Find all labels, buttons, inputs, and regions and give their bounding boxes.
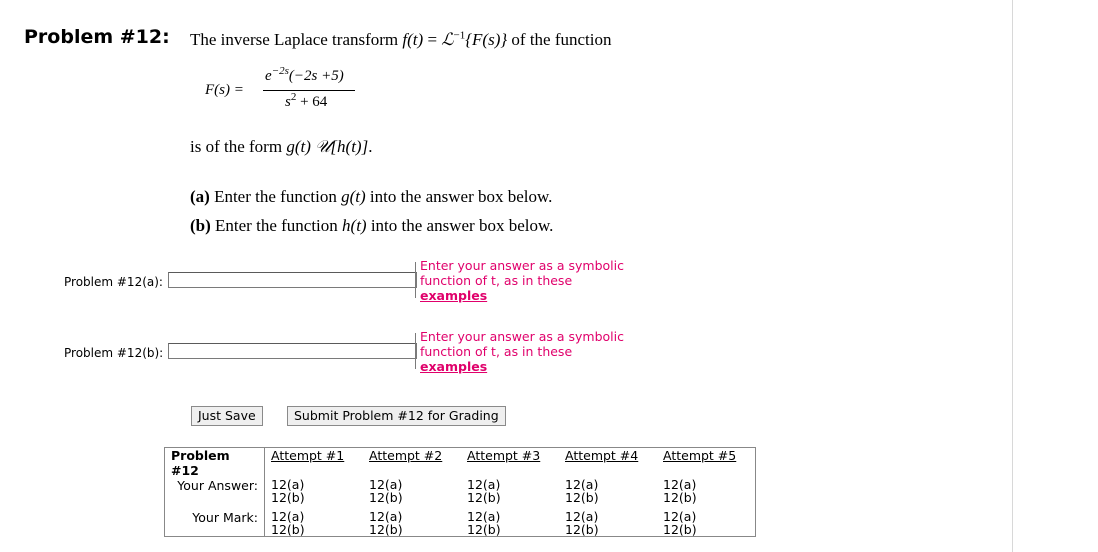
formula-denominator: $s^2 + 64$ (285, 91, 328, 110)
table-row: Your Mark: 12(a) 12(b) 12(a) 12(b) 12(a) 12(b) 12(a) 12(b) 12(a) 12(b) (165, 504, 756, 537)
divider (415, 262, 416, 298)
answer-b-hint: Enter your answer as a symbolic function of t, as in these examples (420, 329, 624, 374)
answer-a-hint: Enter your answer as a symbolic function of t, as in these examples (420, 258, 624, 303)
part-a-instruction: (a) Enter the function g(t) into the answer box below. (190, 187, 553, 206)
answer-a-input[interactable] (168, 272, 417, 288)
fraction-bar (263, 90, 355, 91)
examples-link[interactable]: examples (420, 359, 488, 374)
attempt-2-link[interactable]: Attempt #2 (369, 448, 443, 463)
problem-title: Problem #12: (24, 26, 170, 48)
form-description: is of the form g(t) 𝒰[h(t)]. (190, 137, 373, 156)
divider (415, 333, 416, 369)
examples-link[interactable]: examples (420, 288, 488, 303)
just-save-button[interactable]: Just Save (191, 406, 263, 426)
table-header-row: Problem #12 Attempt #1 Attempt #2 Attempt #3 Attempt #4 Attempt #5 (165, 448, 756, 479)
problem-statement: The inverse Laplace transform f(t) = ℒ$^{-1}${F(s)} of the function (190, 29, 612, 49)
formula-numerator: $e^{-2s}(-2s +5)$ (265, 65, 344, 84)
attempt-5-link[interactable]: Attempt #5 (663, 448, 737, 463)
attempt-4-link[interactable]: Attempt #4 (565, 448, 639, 463)
table-row: Your Answer: 12(a) 12(b) 12(a) 12(b) 12(a) 12(b) 12(a) 12(b) 12(a) 12(b) (165, 478, 756, 504)
answer-b-input[interactable] (168, 343, 417, 359)
part-b-instruction: (b) Enter the function h(t) into the answer box below. (190, 216, 554, 235)
submit-grading-button[interactable]: Submit Problem #12 for Grading (287, 406, 506, 426)
attempt-3-link[interactable]: Attempt #3 (467, 448, 541, 463)
attempt-1-link[interactable]: Attempt #1 (271, 448, 345, 463)
answer-a-label: Problem #12(a): (64, 275, 163, 289)
attempts-table (164, 447, 756, 537)
answer-b-label: Problem #12(b): (64, 346, 164, 360)
page-right-border (1012, 0, 1013, 552)
